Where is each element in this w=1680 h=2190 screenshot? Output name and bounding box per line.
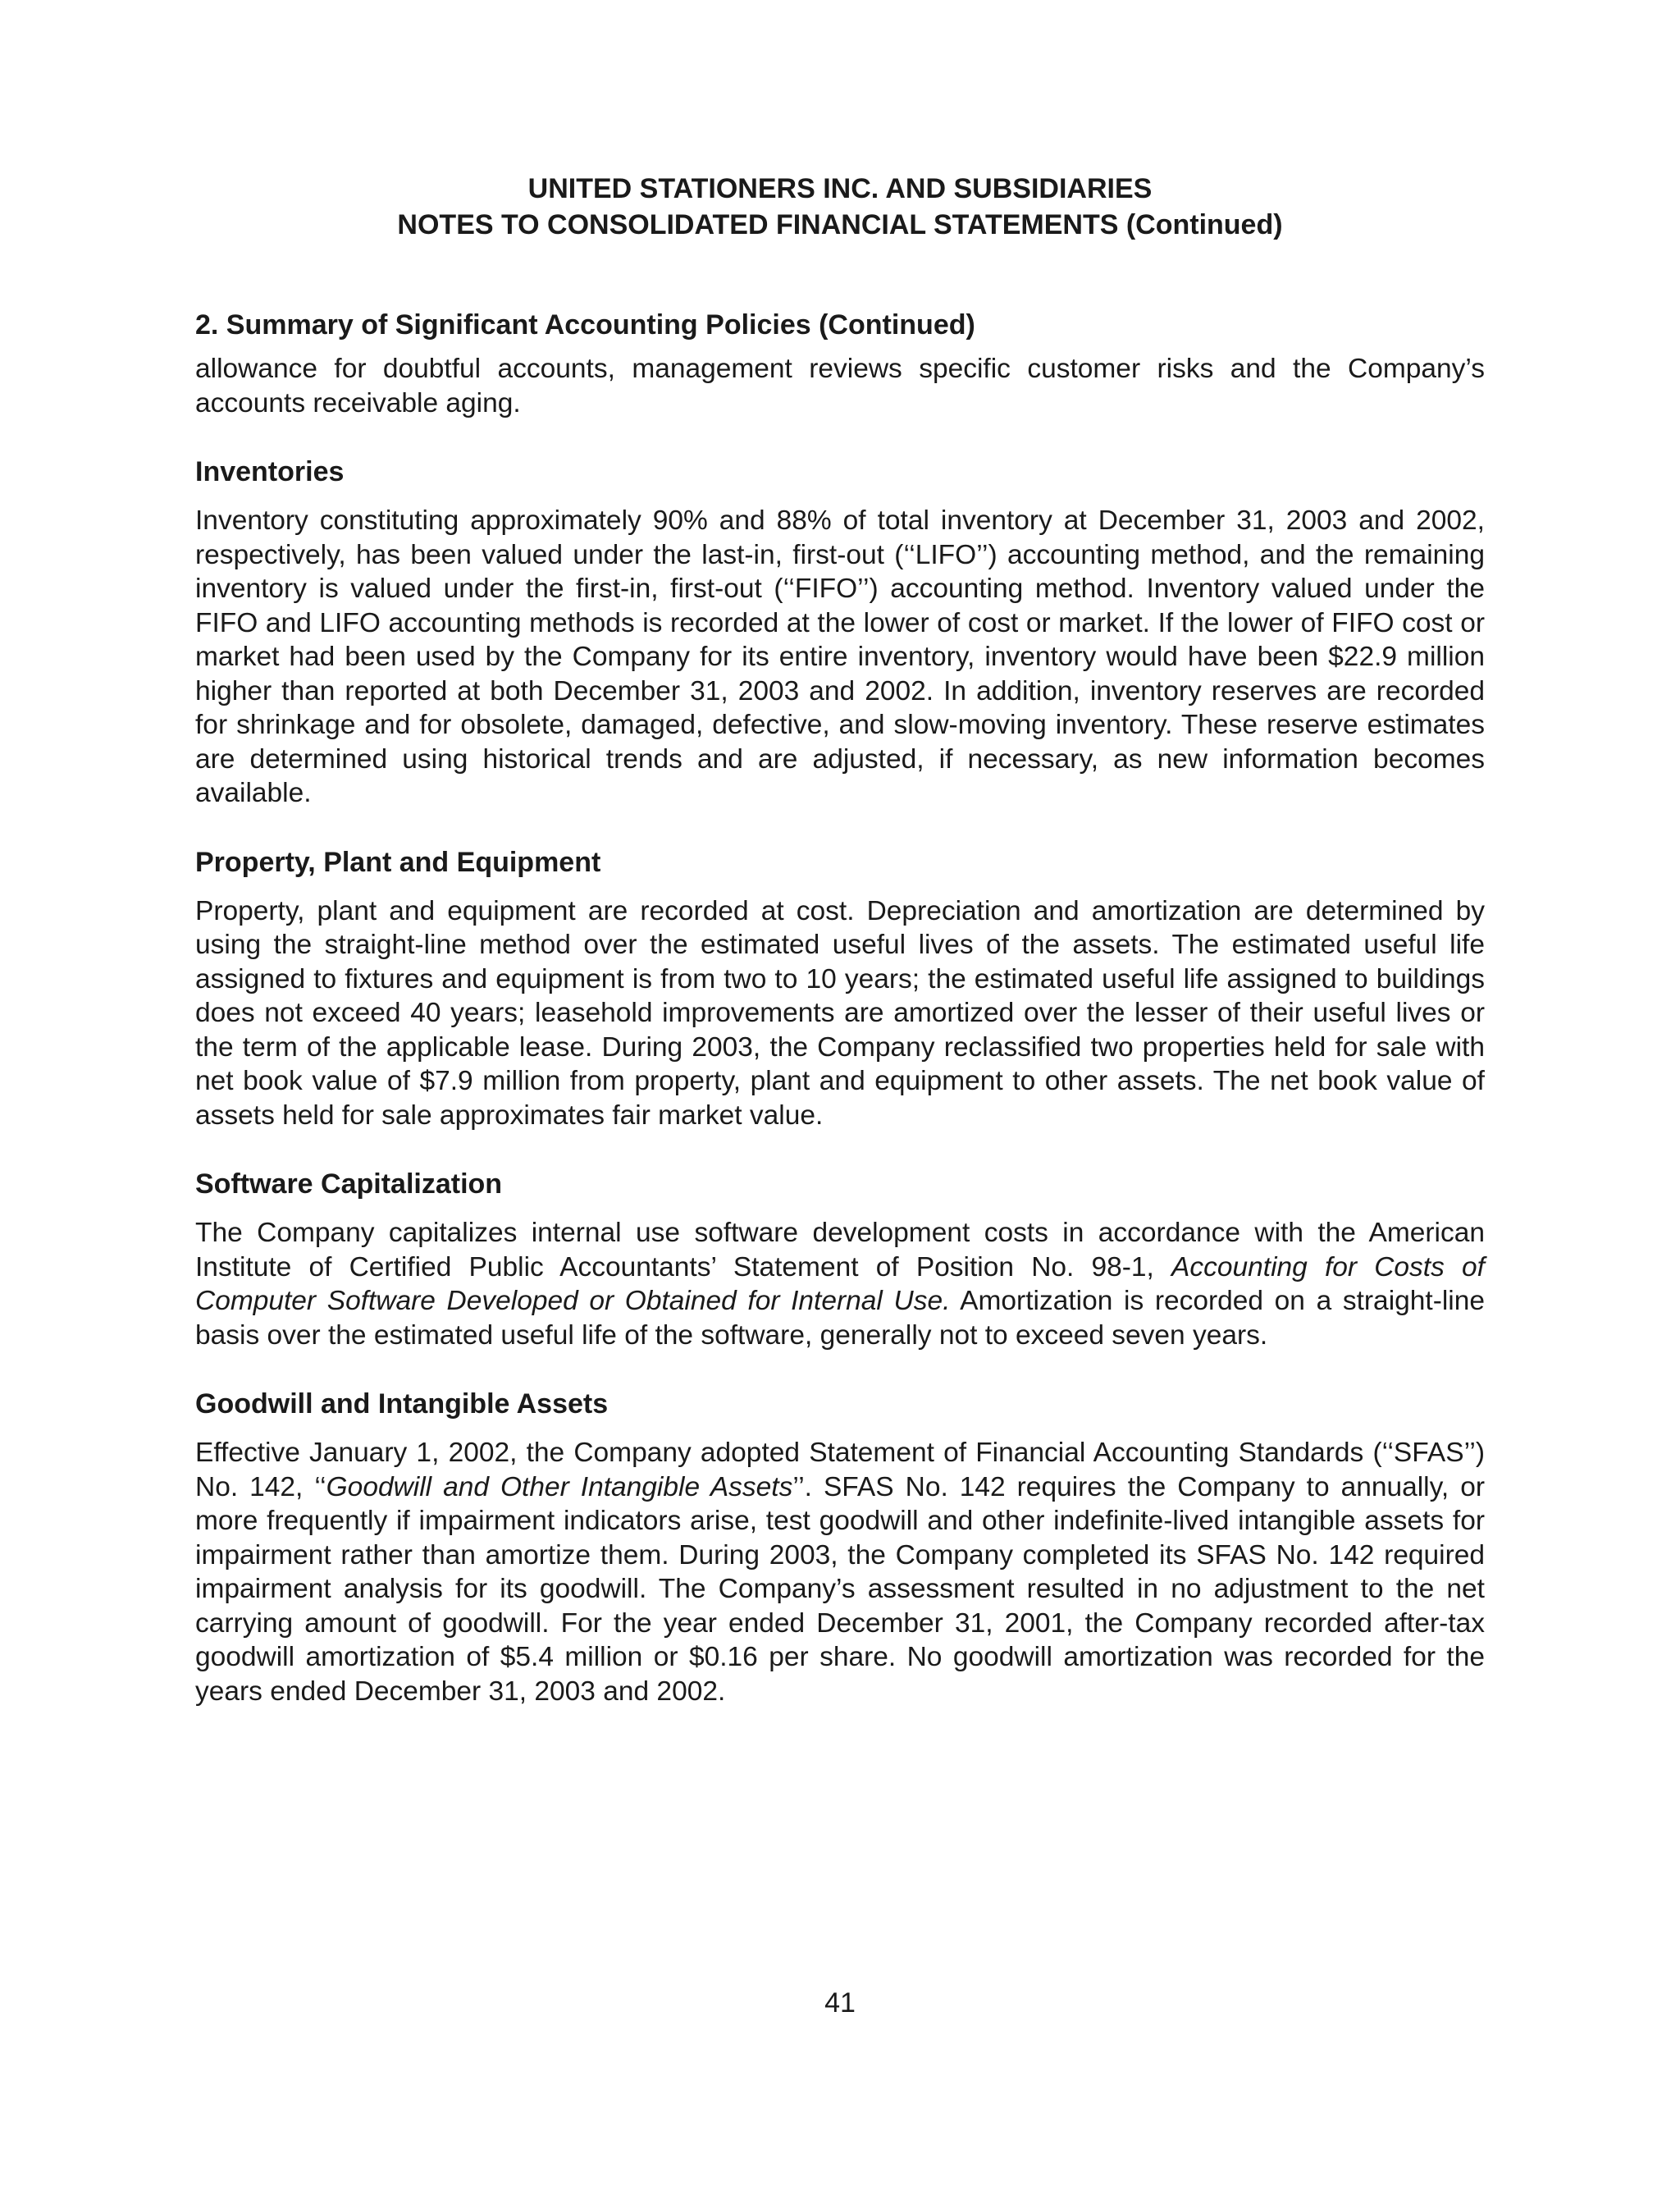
- software-heading: Software Capitalization: [195, 1168, 503, 1200]
- goodwill-heading: Goodwill and Intangible Assets: [195, 1388, 609, 1420]
- section-heading: 2. Summary of Significant Accounting Policies (Continued): [195, 309, 975, 341]
- page-header: [0, 171, 1680, 243]
- section-intro-paragraph: allowance for doubtful accounts, management reviews specific customer risks and the Company’s accounts receivable aging.: [195, 354, 1485, 418]
- software-sop-title: Accounting for Costs of Computer Software Developed or Obtained for Internal Use.: [195, 1251, 1485, 1316]
- goodwill-paragraph: [195, 1436, 1485, 1708]
- company-name: UNITED STATIONERS INC. AND SUBSIDIARIES: [527, 173, 1153, 204]
- ppe-paragraph: Property, plant and equipment are recorded at cost. Depreciation and amortization are determined by using the straight-line method over the estimated useful lives of the assets. The estimated useful life assigned to fixtures and equipment is from two to 10 years; the estimated useful life assigned to buildings does not exceed 40 years; leasehold improvements are amortized over the lesser of their useful lives or the term of the applicable lease. During 2003, the Company reclassified two properties held for sale with net book value of $7.9 million from property, plant and equipment to other assets. The net book value of assets held for sale approximates fair market value.: [195, 895, 1485, 1131]
- inventories-paragraph: Inventory constituting approximately 90% and 88% of total inventory at December 31, 2003 and 2002, respectively, has been valued under the last-in, first-out (‘‘LIFO’’) accounting method, and the remaining inventory is valued under the first-in, first-out (‘‘FIFO’’) accounting method. Inventory valued under the FIFO and LIFO accounting methods is recorded at the lower of cost or market. If the lower of FIFO cost or market had been used by the Company for its entire inventory, inventory would have been $22.9 million higher than reported at both December 31, 2003 and 2002. In addition, inventory reserves are recorded for shrinkage and for obsolete, damaged, defective, and slow-moving inventory. These reserve estimates are determined using historical trends and are adjusted, if necessary, as new information becomes available.: [195, 505, 1485, 808]
- goodwill-text-end: ’’. SFAS No. 142 requires the Company to annually, or more frequently if impairment indicators arise, test goodwill and other indefinite-lived intangible assets for impairment rather than amortize them. During 2003, the Company completed its SFAS No. 142 required impairment analysis for its goodwill. The Company’s assessment resulted in no adjustment to the net carrying amount of goodwill. For the year ended December 31, 2001, the Company recorded after-tax goodwill amortization of $5.4 million or $0.16 per share. No goodwill amortization was recorded for the years ended December 31, 2003 and 2002.: [195, 1471, 1485, 1707]
- inventories-heading: Inventories: [195, 456, 345, 487]
- page-content: [195, 308, 1485, 1708]
- ppe-heading: Property, Plant and Equipment: [195, 846, 601, 878]
- goodwill-sfas-title: Goodwill and Other Intangible Assets: [326, 1471, 793, 1502]
- goodwill-text-start: Effective January 1, 2002, the Company adopted Statement of Financial Accounting Standards (‘‘SFAS’’) No. 142, ‘‘: [195, 1438, 1485, 1502]
- software-text-end: Amortization is recorded on a straight-line basis over the estimated useful life of the software, generally not to exceed seven years.: [195, 1286, 1486, 1351]
- software-text-start: The Company capitalizes internal use software development costs in accordance with the American Institute of Certified Public Accountants’ Statement of Position No. 98-1,: [195, 1218, 1485, 1282]
- software-paragraph: [195, 1216, 1485, 1352]
- statement-title: NOTES TO CONSOLIDATED FINANCIAL STATEMENTS (Continued): [397, 209, 1283, 240]
- page-number: 41: [824, 1987, 856, 2019]
